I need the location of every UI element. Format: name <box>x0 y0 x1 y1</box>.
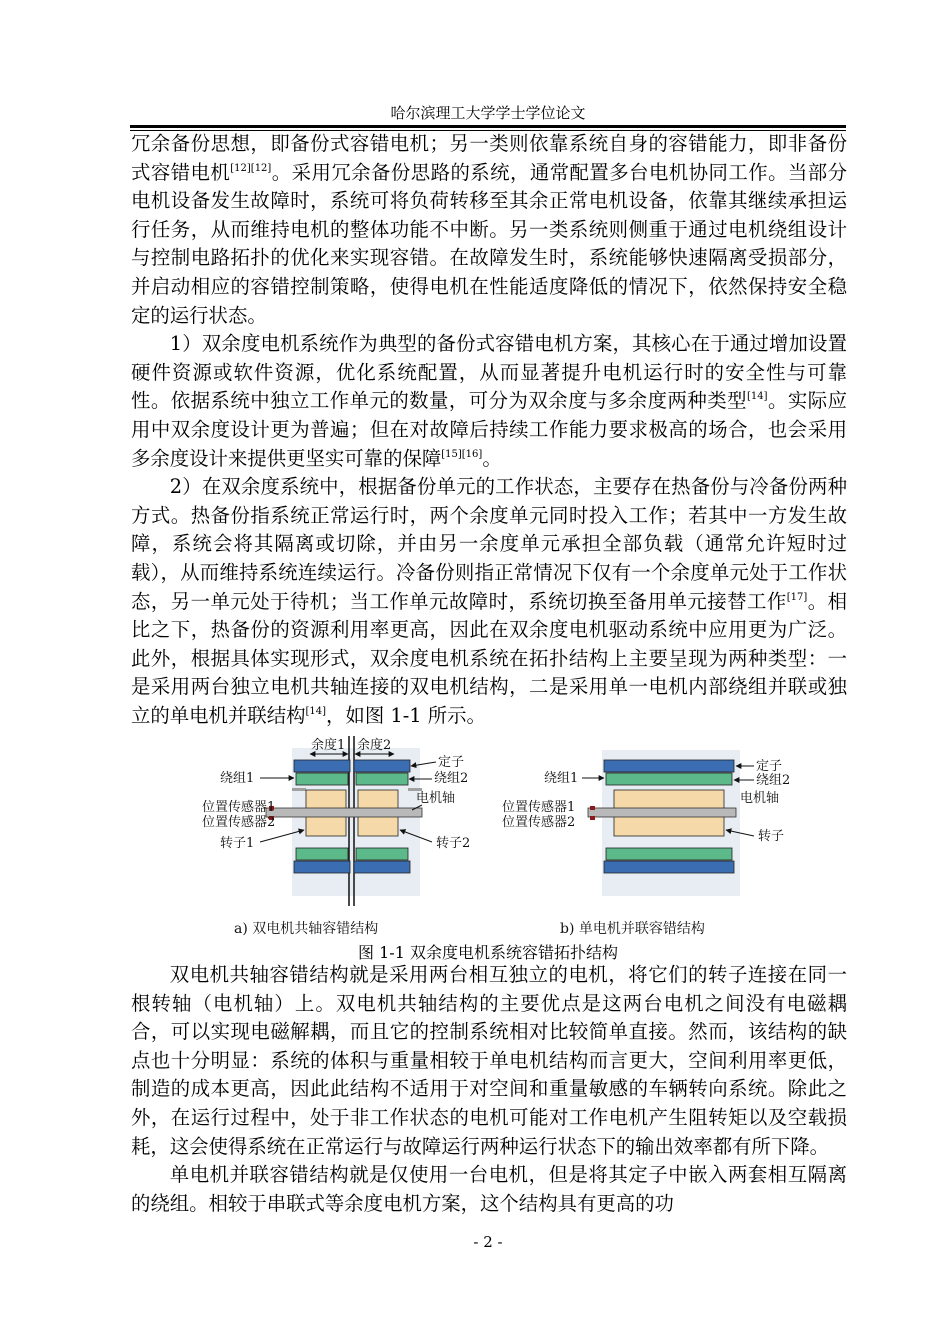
diagram-single-motor <box>502 750 790 937</box>
stator-1 <box>294 760 350 772</box>
label-sensor-1: 位置传感器1 <box>202 800 276 815</box>
citation: [17] <box>786 591 808 603</box>
body-text-bottom <box>131 961 847 1218</box>
caption-right: b) 单电机并联容错结构 <box>560 921 705 937</box>
label-redundancy-1: 余度1 <box>311 738 346 753</box>
citation: [15][16] <box>441 448 483 460</box>
paragraph-3: 2）在双余度系统中，根据备份单元的工作状态，主要存在热备份与冷备份两种方式。热备份指系统正常运行时，两个余度单元同时投入工作；若其中一方发生故障，系统会将其隔离或切除，并由另一余度单元承担全部负载（通常允许短时过载），从而维持系统连续运行。冷备份则指正常情况下仅有一个余度单元处于工作状态，另一单元处于待机；当工作单元故障时，系统切换至备用单元接替工作[17]。相比之下，热备份的资源利用率更高，因此在双余度电机驱动系统中应用更为广泛。此外，根据具体实现形式，双余度电机系统在拓扑结构上主要呈现为两种类型：一是采用两台独立电机共轴连接的双电机结构，二是采用单一电机内部绕组并联或独立的单电机并联结构[14]，如图 1-1 所示。 <box>131 475 848 727</box>
motor-shaft <box>266 808 422 817</box>
stator-top <box>604 760 734 772</box>
position-sensor-2 <box>590 816 595 820</box>
caption-left: a) 双电机共轴容错结构 <box>234 921 379 937</box>
paragraph-2: 1）双余度电机系统作为典型的备份式容错电机方案，其核心在于通过增加设置硬件资源或软件资源，优化系统配置，从而显著提升电机运行时的安全性与可靠性。依据系统中独立工作单元的数量，可分为双余度与多余度两种类型[14]。实际应用中双余度设计更为普遍；但在对故障后持续工作能力要求极高的场合，也会采用多余度设计来提供更坚实可靠的保障[15][16]。 <box>131 332 848 470</box>
label-winding-1: 绕组1 <box>220 771 255 786</box>
winding-1-top <box>296 773 348 785</box>
winding-top <box>606 773 732 785</box>
label-shaft: 电机轴 <box>416 791 456 806</box>
winding-1-bottom <box>296 848 348 860</box>
citation: [14] <box>747 391 768 403</box>
winding-2-top <box>356 773 408 785</box>
label-shaft: 电机轴 <box>740 791 780 806</box>
label-rotor: 转子 <box>758 829 785 844</box>
winding-2-bottom <box>356 848 408 860</box>
label-winding-1: 绕组1 <box>544 771 579 786</box>
stator-2-bottom <box>354 861 410 873</box>
body-text-top <box>131 130 847 730</box>
label-sensor-1: 位置传感器1 <box>502 800 576 815</box>
paragraph-5: 单电机并联容错结构就是仅使用一台电机，但是将其定子中嵌入两套相互隔离的绕组。相较于串联式等余度电机方案，这个结构具有更高的功 <box>131 1163 847 1215</box>
label-redundancy-2: 余度2 <box>357 738 392 753</box>
page-number: - 2 - <box>473 1233 503 1251</box>
stator-2 <box>354 760 410 772</box>
stator-1-bottom <box>294 861 350 873</box>
citation: [12][12] <box>230 162 272 174</box>
label-rotor-2: 转子2 <box>436 836 471 851</box>
figure-1-1 <box>200 730 840 945</box>
label-sensor-2: 位置传感器2 <box>202 815 276 830</box>
diagram-dual-motor <box>202 736 470 937</box>
winding-bottom <box>606 848 732 860</box>
label-rotor-1: 转子1 <box>220 836 255 851</box>
label-stator: 定子 <box>756 759 783 774</box>
paragraph-1: 冗余备份思想，即备份式容错电机；另一类则依靠系统自身的容错能力，即非备份式容错电机[12][12]。采用冗余备份思路的系统，通常配置多台电机协同工作。当部分电机设备发生故障时，系统可将负荷转移至其余正常电机设备，依靠其继续承担运行任务，从而维持电机的整体功能不中断。另一类系统则侧重于通过电机绕组设计与控制电路拓扑的优化来实现容错。在故障发生时，系统能够快速隔离受损部分，并启动相应的容错控制策略，使得电机在性能适度降低的情况下，依然保持安全稳定的运行状态。 <box>131 132 848 327</box>
position-sensor-1 <box>590 806 595 810</box>
paragraph-4: 双电机共轴容错结构就是采用两台相互独立的电机，将它们的转子连接在同一根转轴（电机轴）上。双电机共轴结构的主要优点是这两台电机之间没有电磁耦合，可以实现电磁解耦，而且它的控制系统相对比较简单直接。然而，该结构的缺点也十分明显：系统的体积与重量相较于单电机结构而言更大，空间利用率更低，制造的成本更高，因此此结构不适用于对空间和重量敏感的车辆转向系统。除此之外，在运行过程中，处于非工作状态的电机可能对工作电机产生阻转矩以及空载损耗，这会使得系统在正常运行与故障运行两种运行状态下的输出效率都有所下降。 <box>131 963 847 1158</box>
citation: [14] <box>305 705 327 717</box>
page-header: 哈尔滨理工大学学士学位论文 <box>390 104 586 122</box>
header-rule-thick <box>130 125 846 128</box>
stator-bottom <box>604 861 734 873</box>
figure-caption: 图 1-1 双余度电机系统容错拓扑结构 <box>358 943 618 962</box>
label-sensor-2: 位置传感器2 <box>502 815 576 830</box>
motor-shaft <box>588 808 736 817</box>
label-stator: 定子 <box>438 755 465 770</box>
label-winding-2: 绕组2 <box>756 773 791 788</box>
label-winding-2: 绕组2 <box>434 771 469 786</box>
